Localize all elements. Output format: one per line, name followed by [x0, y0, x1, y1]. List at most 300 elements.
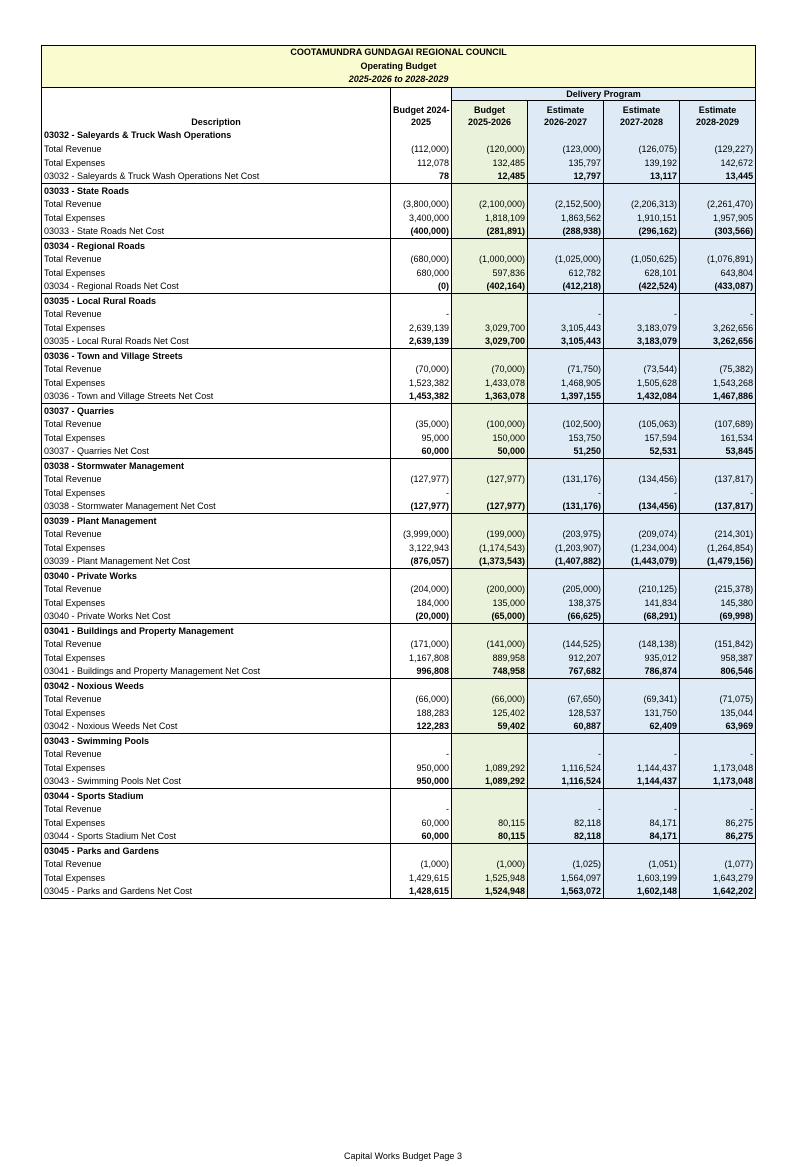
section-header-row [42, 844, 756, 858]
empty-cell [680, 404, 756, 418]
section-header-row [42, 349, 756, 363]
budget-2025-2026-value [452, 748, 528, 762]
estimate-2026-2027-value: (2,152,500) [528, 198, 604, 212]
empty-cell [452, 514, 528, 528]
estimate-2026-2027-value: 612,782 [528, 266, 604, 280]
section-header-row [42, 569, 756, 583]
budget-2024-2025-value: 112,078 [391, 156, 452, 170]
empty-cell [680, 734, 756, 748]
title-row [42, 46, 756, 88]
budget-2025-2026-value: (120,000) [452, 143, 528, 157]
estimate-2027-2028-value: - [604, 486, 680, 500]
estimate-2028-2029-value: 86,275 [680, 816, 756, 830]
row-label: 03034 - Regional Roads Net Cost [42, 280, 391, 294]
estimate-2028-2029-value: 958,387 [680, 651, 756, 665]
budget-2025-2026-value: 1,089,292 [452, 775, 528, 789]
row-label: Total Expenses [44, 322, 106, 333]
budget-2025-2026-value: 1,524,948 [452, 885, 528, 899]
section-title: 03037 - Quarries [44, 405, 115, 416]
section-title: 03032 - Saleyards & Truck Wash Operations [44, 130, 232, 141]
estimate-2028-2029-value: (129,227) [680, 143, 756, 157]
estimate-2026-2027-value: 82,118 [528, 816, 604, 830]
estimate-2028-2029-value: 806,546 [680, 665, 756, 679]
estimate-2027-2028-value: (126,075) [604, 143, 680, 157]
estimate-2027-2028-value: - [604, 748, 680, 762]
table-row [42, 156, 756, 170]
budget-2024-2025-value: - [391, 748, 452, 762]
empty-cell [528, 514, 604, 528]
section-header-row [42, 789, 756, 803]
estimate-2027-2028-value: 13,117 [604, 170, 680, 184]
estimate-2028-2029-value: 161,534 [680, 431, 756, 445]
estimate-2026-2027-value: (1,025) [528, 858, 604, 872]
estimate-2026-2027-value: 12,797 [528, 170, 604, 184]
estimate-2026-2027-value: 1,863,562 [528, 211, 604, 225]
budget-2025-2026-value: (1,000) [452, 858, 528, 872]
row-label: Total Expenses [44, 267, 106, 278]
estimate-2027-2028-value: (105,063) [604, 418, 680, 432]
budget-2024-2025-value: (127,977) [391, 500, 452, 514]
estimate-2027-2028-value: (296,162) [604, 225, 680, 239]
net-cost-row [42, 390, 756, 404]
estimate-2026-2027-value: 135,797 [528, 156, 604, 170]
budget-2025-2026-value: 1,363,078 [452, 390, 528, 404]
budget-2025-2026-value: (1,174,543) [452, 541, 528, 555]
estimate-2026-2027-value: (1,407,882) [528, 555, 604, 569]
report-title: Operating Budget [360, 60, 437, 71]
estimate-2028-2029-value: 145,380 [680, 596, 756, 610]
empty-cell [528, 569, 604, 583]
header-line: 2026-2027 [543, 117, 588, 128]
estimate-2026-2027-value: (1,203,907) [528, 541, 604, 555]
estimate-2028-2029-value: (151,842) [680, 638, 756, 652]
budget-2024-2025-value: 680,000 [391, 266, 452, 280]
row-label: Total Expenses [44, 597, 106, 608]
estimate-2026-2027-value: (144,525) [528, 638, 604, 652]
budget-2024-2025-value: 184,000 [391, 596, 452, 610]
row-label: 03043 - Swimming Pools Net Cost [42, 775, 391, 789]
estimate-2027-2028-value: 84,171 [604, 816, 680, 830]
row-label: Total Expenses [44, 652, 106, 663]
estimate-2027-2028-value: 628,101 [604, 266, 680, 280]
empty-cell [604, 294, 680, 308]
empty-cell [391, 459, 452, 473]
table-row [42, 211, 756, 225]
table-row [42, 541, 756, 555]
budget-2025-2026-value: 597,836 [452, 266, 528, 280]
row-label: 03032 - Saleyards & Truck Wash Operations Net Cost [42, 170, 391, 184]
table-row [42, 528, 756, 542]
empty-cell [391, 349, 452, 363]
empty-cell [604, 459, 680, 473]
budget-2024-2025-value: (204,000) [391, 583, 452, 597]
row-label: Total Revenue [44, 419, 102, 430]
estimate-2027-2028-value: 1,144,437 [604, 775, 680, 789]
budget-2024-2025-value: (171,000) [391, 638, 452, 652]
estimate-2028-2029-value: (69,998) [680, 610, 756, 624]
header-line: Estimate [546, 104, 585, 115]
budget-2025-2026-value: (100,000) [452, 418, 528, 432]
empty-cell [680, 239, 756, 253]
estimate-2027-2028-value: 3,183,079 [604, 335, 680, 349]
empty-cell [528, 789, 604, 803]
estimate-2027-2028-value: (68,291) [604, 610, 680, 624]
empty-cell [391, 679, 452, 693]
section-header-row [42, 129, 756, 143]
empty-cell [391, 624, 452, 638]
section-header-row [42, 624, 756, 638]
estimate-2026-2027-value: (102,500) [528, 418, 604, 432]
budget-2024-2025-value: (400,000) [391, 225, 452, 239]
estimate-2026-2027-value: - [528, 748, 604, 762]
net-cost-row [42, 280, 756, 294]
header-line: Estimate [622, 104, 661, 115]
budget-2024-2025-value: (112,000) [391, 143, 452, 157]
estimate-2027-2028-value: 52,531 [604, 445, 680, 459]
estimate-2027-2028-value: 1,910,151 [604, 211, 680, 225]
section-header-row [42, 239, 756, 253]
budget-2024-2025-value: 3,400,000 [391, 211, 452, 225]
description-header: Description [191, 117, 241, 128]
estimate-2027-2028-value: (210,125) [604, 583, 680, 597]
estimate-2028-2029-value: - [680, 748, 756, 762]
empty-cell [391, 404, 452, 418]
estimate-2027-2028-value: 62,409 [604, 720, 680, 734]
empty-cell [528, 239, 604, 253]
estimate-2027-2028-value: (1,050,625) [604, 253, 680, 267]
empty-cell [452, 184, 528, 198]
empty-cell [452, 789, 528, 803]
section-header-row [42, 679, 756, 693]
estimate-2027-2028-value: (69,341) [604, 693, 680, 707]
empty-cell [680, 184, 756, 198]
row-label: Total Revenue [44, 639, 102, 650]
budget-2024-2025-value: - [391, 803, 452, 817]
empty-cell [452, 679, 528, 693]
estimate-2028-2029-value: - [680, 486, 756, 500]
budget-2025-2026-value: (200,000) [452, 583, 528, 597]
estimate-2028-2029-value: 3,262,656 [680, 335, 756, 349]
estimate-2026-2027-value: 1,397,155 [528, 390, 604, 404]
estimate-2027-2028-value: 141,834 [604, 596, 680, 610]
budget-2024-2025-value: (0) [391, 280, 452, 294]
estimate-2028-2029-value: 53,845 [680, 445, 756, 459]
estimate-2028-2029-value: 86,275 [680, 830, 756, 844]
estimate-2027-2028-value: 786,874 [604, 665, 680, 679]
row-label: Total Revenue [44, 144, 102, 155]
table-row [42, 706, 756, 720]
section-header-row [42, 514, 756, 528]
estimate-2027-2028-value: 157,594 [604, 431, 680, 445]
budget-2025-2026-value [452, 803, 528, 817]
estimate-2026-2027-value: - [528, 308, 604, 322]
budget-2024-2025-value: (66,000) [391, 693, 452, 707]
table-row [42, 143, 756, 157]
estimate-2026-2027-value: 153,750 [528, 431, 604, 445]
empty-cell [528, 734, 604, 748]
row-label: 03035 - Local Rural Roads Net Cost [42, 335, 391, 349]
report-period: 2025-2026 to 2028-2029 [348, 74, 449, 84]
budget-2024-2025-value: 1,429,615 [391, 871, 452, 885]
section-header-row [42, 294, 756, 308]
empty-cell [391, 239, 452, 253]
empty-cell [680, 624, 756, 638]
estimate-2028-2029-value: 13,445 [680, 170, 756, 184]
empty-cell [528, 624, 604, 638]
report-title-block [42, 46, 756, 88]
budget-2025-2026-value: (127,977) [452, 500, 528, 514]
empty-cell [452, 734, 528, 748]
empty-cell [452, 844, 528, 858]
net-cost-row [42, 445, 756, 459]
estimate-2028-2029-value: 142,672 [680, 156, 756, 170]
estimate-2026-2027-value: (66,625) [528, 610, 604, 624]
empty-cell [680, 129, 756, 143]
budget-2024-2025-value: - [391, 308, 452, 322]
empty-cell [680, 844, 756, 858]
budget-2025-2026-value: 125,402 [452, 706, 528, 720]
section-title: 03041 - Buildings and Property Management [44, 625, 234, 636]
table-row [42, 651, 756, 665]
row-label: 03045 - Parks and Gardens Net Cost [42, 885, 391, 899]
table-row [42, 418, 756, 432]
row-label: Total Expenses [44, 762, 106, 773]
empty-cell [680, 459, 756, 473]
estimate-2026-2027-value: - [528, 803, 604, 817]
estimate-2028-2029-value: (1,264,854) [680, 541, 756, 555]
section-title: 03035 - Local Rural Roads [44, 295, 157, 306]
section-title: 03033 - State Roads [44, 185, 130, 196]
budget-2025-2026-value: (66,000) [452, 693, 528, 707]
estimate-2027-2028-value: (209,074) [604, 528, 680, 542]
estimate-2028-2029-value: 1,173,048 [680, 761, 756, 775]
estimate-2027-2028-value: 935,012 [604, 651, 680, 665]
empty-cell [528, 294, 604, 308]
table-row [42, 693, 756, 707]
budget-2025-2026-value: 135,000 [452, 596, 528, 610]
empty-cell [391, 129, 452, 143]
table-row [42, 363, 756, 377]
row-label: Total Expenses [44, 212, 106, 223]
empty-cell [528, 459, 604, 473]
estimate-2028-2029-value: (107,689) [680, 418, 756, 432]
header-line: 2028-2029 [696, 117, 740, 128]
table-row [42, 596, 756, 610]
estimate-2026-2027-header [528, 101, 604, 129]
estimate-2028-2029-value: 3,262,656 [680, 321, 756, 335]
budget-2025-2026-value: (65,000) [452, 610, 528, 624]
budget-2024-2025-value: 950,000 [391, 761, 452, 775]
estimate-2028-2029-value: (214,301) [680, 528, 756, 542]
row-label: 03036 - Town and Village Streets Net Cost [42, 390, 391, 404]
budget-2025-2026-value: 80,115 [452, 816, 528, 830]
empty-cell [604, 624, 680, 638]
estimate-2027-2028-value: (1,234,004) [604, 541, 680, 555]
estimate-2026-2027-value: 1,564,097 [528, 871, 604, 885]
estimate-2026-2027-value: 51,250 [528, 445, 604, 459]
budget-2025-2026-header [452, 101, 528, 129]
estimate-2028-2029-value: - [680, 308, 756, 322]
estimate-2027-2028-value: (134,456) [604, 500, 680, 514]
budget-2024-2025-value: 996,808 [391, 665, 452, 679]
budget-2024-2025-value: (20,000) [391, 610, 452, 624]
empty-cell [604, 239, 680, 253]
estimate-2027-2028-value: 1,432,084 [604, 390, 680, 404]
estimate-2026-2027-value: (131,176) [528, 473, 604, 487]
estimate-2028-2029-value: (71,075) [680, 693, 756, 707]
estimate-2027-2028-value: 1,505,628 [604, 376, 680, 390]
empty-cell [528, 404, 604, 418]
table-row [42, 198, 756, 212]
section-title: 03036 - Town and Village Streets [44, 350, 183, 361]
budget-2025-2026-value: (1,373,543) [452, 555, 528, 569]
estimate-2027-2028-value: (1,443,079) [604, 555, 680, 569]
empty-cell [528, 844, 604, 858]
empty-cell [604, 349, 680, 363]
empty-cell [680, 294, 756, 308]
row-label: 03039 - Plant Management Net Cost [42, 555, 391, 569]
section-title: 03038 - Stormwater Management [44, 460, 185, 471]
estimate-2027-2028-value: 139,192 [604, 156, 680, 170]
budget-2024-2025-value: (70,000) [391, 363, 452, 377]
empty-cell [452, 404, 528, 418]
empty-cell [391, 734, 452, 748]
row-label: 03040 - Private Works Net Cost [42, 610, 391, 624]
section-header-row [42, 734, 756, 748]
budget-2024-2025-value: 3,122,943 [391, 541, 452, 555]
empty-cell [604, 404, 680, 418]
row-label: 03041 - Buildings and Property Management Net Cost [42, 665, 391, 679]
budget-2024-2025-value: (876,057) [391, 555, 452, 569]
estimate-2026-2027-value: 912,207 [528, 651, 604, 665]
header-line: 2025-2026 [467, 117, 512, 128]
estimate-2027-2028-header [604, 101, 680, 129]
empty-cell [604, 569, 680, 583]
budget-2024-2025-value: 95,000 [391, 431, 452, 445]
row-label: Total Expenses [44, 872, 106, 883]
budget-2025-2026-value [452, 308, 528, 322]
empty-cell [452, 129, 528, 143]
budget-2025-2026-value: 150,000 [452, 431, 528, 445]
table-row [42, 486, 756, 500]
section-header-row [42, 404, 756, 418]
header-line: Budget 2024- [393, 104, 450, 115]
net-cost-row [42, 225, 756, 239]
row-label: 03037 - Quarries Net Cost [42, 445, 391, 459]
empty-cell [452, 624, 528, 638]
empty-cell [604, 514, 680, 528]
header-line: 2025 [410, 117, 432, 128]
estimate-2026-2027-value: (123,000) [528, 143, 604, 157]
empty-cell [452, 569, 528, 583]
estimate-2026-2027-value: 1,468,905 [528, 376, 604, 390]
estimate-2027-2028-value: 1,603,199 [604, 871, 680, 885]
budget-2024-2025-value: 60,000 [391, 816, 452, 830]
organisation-name: COOTAMUNDRA GUNDAGAI REGIONAL COUNCIL [290, 47, 507, 57]
page-footer: Capital Works Budget Page 3 [344, 1151, 462, 1161]
estimate-2026-2027-value: (288,938) [528, 225, 604, 239]
row-label: Total Revenue [44, 364, 102, 375]
budget-2025-2026-value: 132,485 [452, 156, 528, 170]
budget-2024-2025-value: (127,977) [391, 473, 452, 487]
budget-2025-2026-value: (141,000) [452, 638, 528, 652]
row-label: Total Revenue [44, 694, 102, 705]
net-cost-row [42, 610, 756, 624]
empty-cell [604, 789, 680, 803]
estimate-2028-2029-value: 1,643,279 [680, 871, 756, 885]
budget-2024-2025-value: (680,000) [391, 253, 452, 267]
budget-2025-2026-value: (199,000) [452, 528, 528, 542]
estimate-2026-2027-value: (131,176) [528, 500, 604, 514]
budget-2024-2025-value: - [391, 486, 452, 500]
estimate-2028-2029-value: (2,261,470) [680, 198, 756, 212]
budget-2024-2025-value: 1,428,615 [391, 885, 452, 899]
estimate-2028-2029-value: 1,173,048 [680, 775, 756, 789]
empty-cell [680, 349, 756, 363]
net-cost-row [42, 335, 756, 349]
table-row [42, 266, 756, 280]
estimate-2028-2029-value: 1,642,202 [680, 885, 756, 899]
estimate-2028-2029-value: 1,957,905 [680, 211, 756, 225]
net-cost-row [42, 830, 756, 844]
budget-2024-2025-value: 1,523,382 [391, 376, 452, 390]
estimate-2027-2028-value: 131,750 [604, 706, 680, 720]
empty-cell [452, 239, 528, 253]
estimate-2028-2029-value: 643,804 [680, 266, 756, 280]
estimate-2027-2028-value: 3,183,079 [604, 321, 680, 335]
operating-budget-table [41, 45, 756, 899]
estimate-2028-2029-value: (75,382) [680, 363, 756, 377]
estimate-2028-2029-value: (137,817) [680, 500, 756, 514]
section-title: 03043 - Swimming Pools [44, 735, 150, 746]
row-label: Total Revenue [44, 804, 102, 815]
budget-2024-2025-header [391, 101, 452, 129]
table-row [42, 583, 756, 597]
budget-2025-2026-value: 50,000 [452, 445, 528, 459]
row-label: Total Expenses [44, 432, 106, 443]
empty-cell [452, 294, 528, 308]
row-label: 03044 - Sports Stadium Net Cost [42, 830, 391, 844]
table-row [42, 376, 756, 390]
budget-2024-2025-value: (1,000) [391, 858, 452, 872]
estimate-2028-2029-value: 135,044 [680, 706, 756, 720]
empty-cell [604, 844, 680, 858]
row-label: Total Revenue [44, 474, 102, 485]
budget-2025-2026-value: (281,891) [452, 225, 528, 239]
empty-cell [391, 184, 452, 198]
budget-2025-2026-value: 1,525,948 [452, 871, 528, 885]
row-label: Total Expenses [44, 817, 106, 828]
net-cost-row [42, 170, 756, 184]
budget-2025-2026-value: 1,089,292 [452, 761, 528, 775]
budget-2025-2026-value: 1,433,078 [452, 376, 528, 390]
estimate-2026-2027-value: 3,105,443 [528, 321, 604, 335]
section-title: 03039 - Plant Management [44, 515, 157, 526]
estimate-2026-2027-value: 767,682 [528, 665, 604, 679]
budget-2024-2025-value: 2,639,139 [391, 335, 452, 349]
budget-2025-2026-value: (2,100,000) [452, 198, 528, 212]
table-row [42, 321, 756, 335]
row-label: Total Revenue [44, 309, 102, 320]
budget-2025-2026-value: 3,029,700 [452, 335, 528, 349]
table-row [42, 748, 756, 762]
estimate-2028-2029-value: - [680, 803, 756, 817]
estimate-2028-2029-value: (1,479,156) [680, 555, 756, 569]
estimate-2028-2029-value: (303,566) [680, 225, 756, 239]
row-label: 03038 - Stormwater Management Net Cost [42, 500, 391, 514]
budget-2025-2026-value: (1,000,000) [452, 253, 528, 267]
budget-2025-2026-value: 3,029,700 [452, 321, 528, 335]
